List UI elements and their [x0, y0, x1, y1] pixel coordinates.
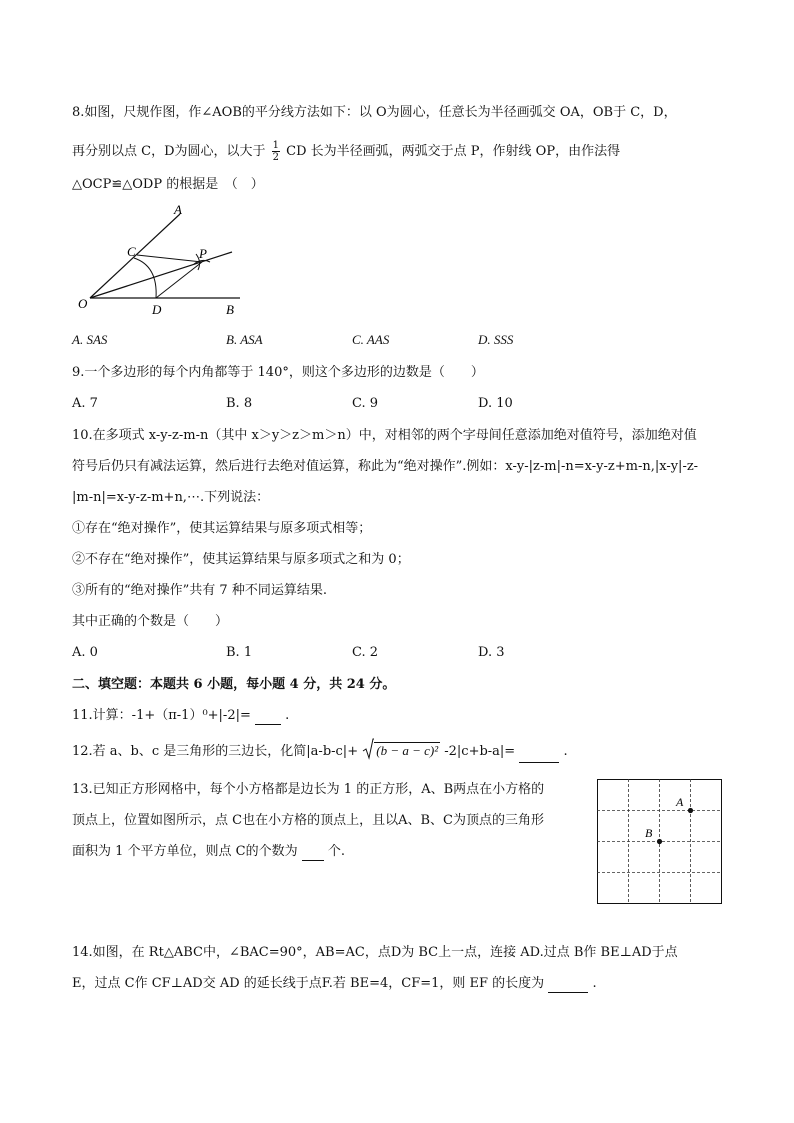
q14-line1: 14.如图，在 Rt△ABC中，∠BAC=90°，AB=AC，点D为 BC上一点，连接 AD.过点 B作 BE⊥AD于点 [72, 945, 678, 960]
q14-line2-text: E，过点 C作 CF⊥AD交 AD 的延长线于点F.若 BE=4，CF=1，则 EF 的长度为 [72, 976, 545, 991]
q10-option-d: D. 3 [478, 645, 505, 660]
q14-answer-blank[interactable] [548, 978, 588, 993]
q13-line3-a: 面积为 1 个平方单位，则点 C的个数为 [72, 844, 298, 859]
q11-answer-blank[interactable] [255, 710, 281, 725]
q10-line2: 符号后仍只有减法运算，然后进行去绝对值运算，称此为“绝对操作”.例如：x-y-|z-m|-n=x-y-z+m-n,|x-y|-z- [72, 459, 699, 474]
point-b-dot [657, 839, 662, 844]
q10-item1: ①存在“绝对操作”，使其运算结果与原多项式相等； [72, 521, 372, 536]
q10-option-a: A. 0 [72, 645, 98, 660]
q10-ask: 其中正确的个数是（ ） [72, 614, 229, 629]
grid-label-B: B [645, 826, 653, 840]
q10-item2: ②不存在“绝对操作”，使其运算结果与原多项式之和为 0； [72, 552, 410, 567]
q10-option-b: B. 1 [226, 645, 253, 660]
q13-line3-b: 个. [327, 844, 346, 859]
label-D: D [152, 302, 162, 317]
label-B: B [226, 302, 234, 317]
q12-text-b: -2|c+b-a|= [444, 744, 516, 759]
sqrt-expression [362, 740, 440, 763]
fraction-denominator: 2 [272, 152, 280, 163]
q10-line1: 10.在多项式 x-y-z-m-n（其中 x＞y＞z＞m＞n）中，对相邻的两个字母间任意添加绝对值符号，添加绝对值 [72, 428, 697, 443]
fraction-numerator: 1 [272, 140, 280, 151]
q9-option-b: B. 8 [226, 396, 253, 411]
q11-text: 11.计算：-1+（π-1）⁰+|-2|= [72, 708, 251, 723]
q8-option-b: B. ASA [226, 332, 263, 347]
sqrt-sign-icon [362, 738, 374, 760]
q8-line3: △OCP≌△ODP 的根据是 （ ） [72, 177, 264, 192]
label-C: C [127, 244, 136, 259]
fraction-one-half [272, 140, 280, 163]
point-a-dot [688, 808, 693, 813]
q13-answer-blank[interactable] [302, 846, 324, 861]
q11-tail: . [285, 708, 290, 723]
q10-line3: |m-n|=x-y-z-m+n,⋯.下列说法： [72, 490, 270, 505]
q13-line1: 13.已知正方形网格中，每个小方格都是边长为 1 的正方形，A、B两点在小方格的 [72, 782, 545, 797]
q8-line2-b: CD 长为半径画弧，两弧交于点 P，作射线 OP，由作法得 [286, 144, 621, 159]
q9-text: 9.一个多边形的每个内角都等于 140°，则这个多边形的边数是（ ） [72, 365, 484, 380]
q8-line1: 8.如图，尺规作图，作∠AOB的平分线方法如下：以 O为圆心，任意长为半径画弧交 OA，OB于 C，D， [72, 105, 677, 120]
sqrt-body: (b − a − c)² [376, 743, 439, 758]
q8-line2-a: 再分别以点 C，D为圆心，以大于 [72, 144, 266, 159]
angle-bisector-figure [72, 200, 272, 320]
grid-label-A: A [676, 795, 684, 809]
q9-option-c: C. 9 [352, 396, 379, 411]
q12-answer-blank[interactable] [519, 748, 559, 763]
q11-line [72, 707, 289, 725]
q8-line2 [72, 140, 620, 163]
q9-option-a: A. 7 [72, 396, 98, 411]
label-A: A [174, 202, 182, 217]
section-heading: 二、填空题：本题共 6 小题，每小题 4 分，共 24 分。 [72, 677, 396, 692]
q12-line [72, 740, 568, 763]
q14-line2 [72, 975, 597, 993]
label-O: O [78, 296, 88, 311]
q8-option-d: D. SSS [478, 332, 514, 347]
q14-tail: . [592, 976, 597, 991]
q9-option-d: D. 10 [478, 396, 513, 411]
q12-text-a: 12.若 a、b、c 是三角形的三边长，化简|a-b-c|+ [72, 744, 359, 759]
q12-tail: . [563, 744, 568, 759]
label-P: P [199, 246, 207, 261]
q10-item3: ③所有的“绝对操作”共有 7 种不同运算结果. [72, 583, 327, 598]
q8-option-c: C. AAS [352, 332, 390, 347]
q13-line2: 顶点上，位置如图所示，点 C也在小方格的顶点上，且以A、B、C为顶点的三角形 [72, 813, 544, 828]
square-grid-figure [597, 779, 723, 905]
q8-option-a: A. SAS [72, 332, 108, 347]
q13-line3 [72, 843, 345, 861]
q10-option-c: C. 2 [352, 645, 379, 660]
